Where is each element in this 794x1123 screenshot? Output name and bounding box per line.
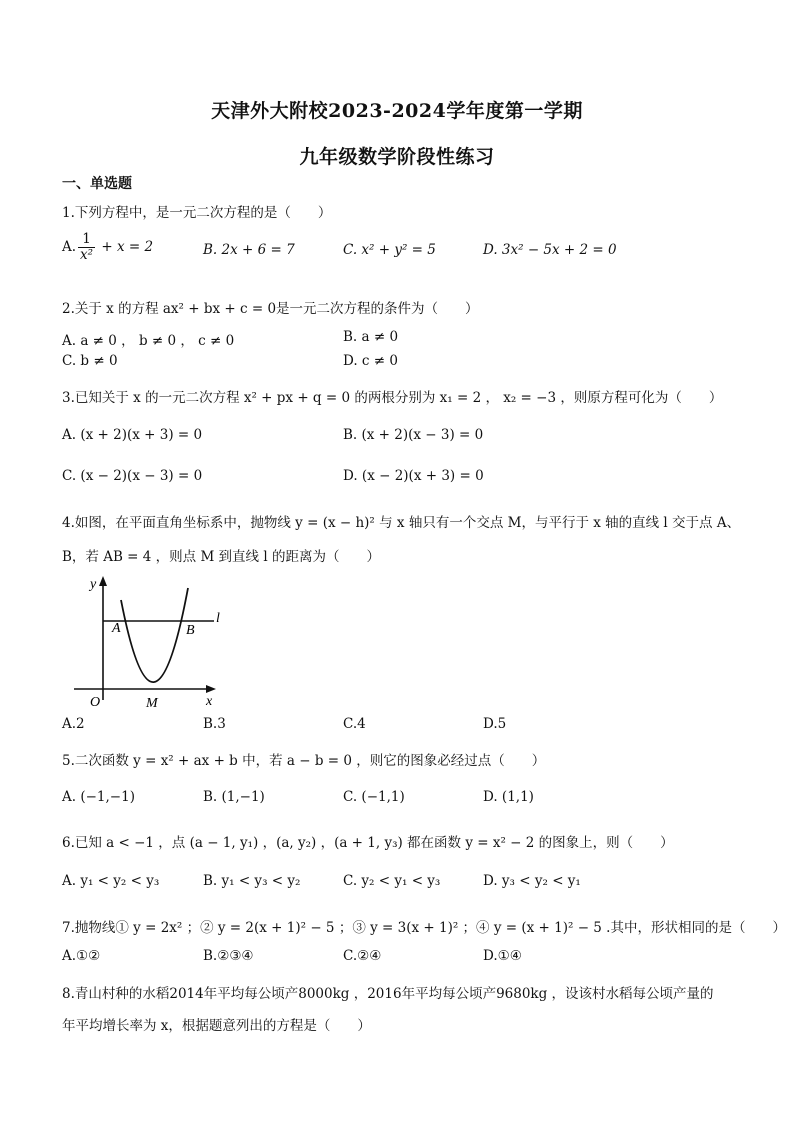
origin-label: O (90, 695, 101, 710)
question-7-stem: 7.抛物线① y = 2x² ；② y = 2(x + 1)² − 5 ；③ y = 3(x + 1)² ；④ y = (x + 1)² − 5 .其中，形状相同的是（ ） (62, 920, 786, 936)
question-6-option-c: C. y₂ < y₁ < y₃ (343, 873, 441, 889)
y-axis-arrow (99, 576, 107, 586)
question-5-option-b: B. (1,−1) (203, 789, 265, 805)
question-4-option-c: C.4 (343, 716, 366, 732)
question-4-option-b: B.3 (203, 716, 226, 732)
question-1-option-d: D. 3x² − 5x + 2 = 0 (483, 242, 617, 258)
question-4-stem-line-2: B，若 AB = 4 ，则点 M 到直线 l 的距离为（ ） (62, 549, 380, 565)
question-8-stem-line-2: 年平均增长率为 x，根据题意列出的方程是（ ） (62, 1018, 371, 1034)
question-8-stem-line-1: 8.青山村种的水稻2014年平均每公顷产8000kg ，2016年平均每公顷产9680kg ，设该村水稻每公顷产量的 (62, 986, 714, 1002)
question-1-stem: 1.下列方程中，是一元二次方程的是（ ） (62, 205, 332, 221)
question-3-option-b: B. (x + 2)(x − 3) = 0 (343, 427, 484, 443)
parabola-curve (121, 588, 188, 682)
y-axis-label: y (90, 577, 97, 592)
question-7-option-b: B.②③④ (203, 948, 254, 964)
question-4-stem-line-1: 4.如图，在平面直角坐标系中，抛物线 y = (x − h)² 与 x 轴只有一个交点 M，与平行于 x 轴的直线 l 交于点 A、 (62, 515, 741, 531)
question-2-stem: 2.关于 x 的方程 ax² + bx + c = 0是一元二次方程的条件为（ ） (62, 301, 479, 317)
question-5-option-d: D. (1,1) (483, 789, 534, 805)
option-a-prefix: A. (62, 239, 77, 255)
question-2-option-b: B. a ≠ 0 (343, 329, 399, 345)
question-2-option-a: A. a ≠ 0 ， b ≠ 0 ， c ≠ 0 (62, 333, 235, 349)
question-1-option-b: B. 2x + 6 = 7 (203, 242, 295, 258)
question-7-option-a: A.①② (62, 948, 101, 964)
question-4-option-a: A.2 (62, 716, 85, 732)
question-6-option-d: D. y₃ < y₂ < y₁ (483, 873, 581, 889)
x-axis-label: x (206, 694, 213, 709)
question-5-option-a: A. (−1,−1) (62, 789, 135, 805)
question-2-option-c: C. b ≠ 0 (62, 353, 118, 369)
question-6-option-a: A. y₁ < y₂ < y₃ (62, 873, 160, 889)
fraction-denominator: x² (80, 247, 94, 263)
question-3-stem: 3.已知关于 x 的一元二次方程 x² + px + q = 0 的两根分别为 x₁ = 2 ， x₂ = −3 ，则原方程可化为（ ） (62, 390, 723, 406)
question-5-stem: 5.二次函数 y = x² + ax + b 中，若 a − b = 0 ，则它的图象必经过点（ ） (62, 753, 546, 769)
question-2-option-d: D. c ≠ 0 (343, 353, 398, 369)
question-6-stem: 6.已知 a < −1 ，点 (a − 1, y₁) ，(a, y₂) ，(a + 1, y₃) 都在函数 y = x² − 2 的图象上，则（ ） (62, 835, 674, 851)
point-a-label: A (112, 621, 121, 636)
question-3-option-a: A. (x + 2)(x + 3) = 0 (62, 427, 203, 443)
line-l-label: l (216, 611, 220, 626)
exam-subtitle: 九年级数学阶段性练习 (299, 146, 495, 168)
point-m-label: M (146, 696, 158, 710)
question-6-option-b: B. y₁ < y₃ < y₂ (203, 873, 301, 889)
exam-title: 天津外大附校2023-2024学年度第一学期 (211, 100, 583, 122)
question-7-option-c: C.②④ (343, 948, 382, 964)
fraction-numerator: 1 (78, 232, 95, 248)
parabola-graph (66, 570, 236, 710)
question-1-option-c: C. x² + y² = 5 (343, 242, 436, 258)
section-heading: 一、单选题 (62, 176, 132, 192)
question-7-option-d: D.①④ (483, 948, 522, 964)
question-1-option-a (62, 232, 153, 263)
x-axis-arrow (206, 685, 216, 693)
question-4-option-d: D.5 (483, 716, 507, 732)
question-5-option-c: C. (−1,1) (343, 789, 405, 805)
point-b-label: B (186, 623, 195, 638)
option-a-rest: + x = 2 (97, 239, 154, 255)
question-3-option-c: C. (x − 2)(x − 3) = 0 (62, 468, 203, 484)
question-3-option-d: D. (x − 2)(x + 3) = 0 (343, 468, 484, 484)
fraction (78, 232, 95, 263)
